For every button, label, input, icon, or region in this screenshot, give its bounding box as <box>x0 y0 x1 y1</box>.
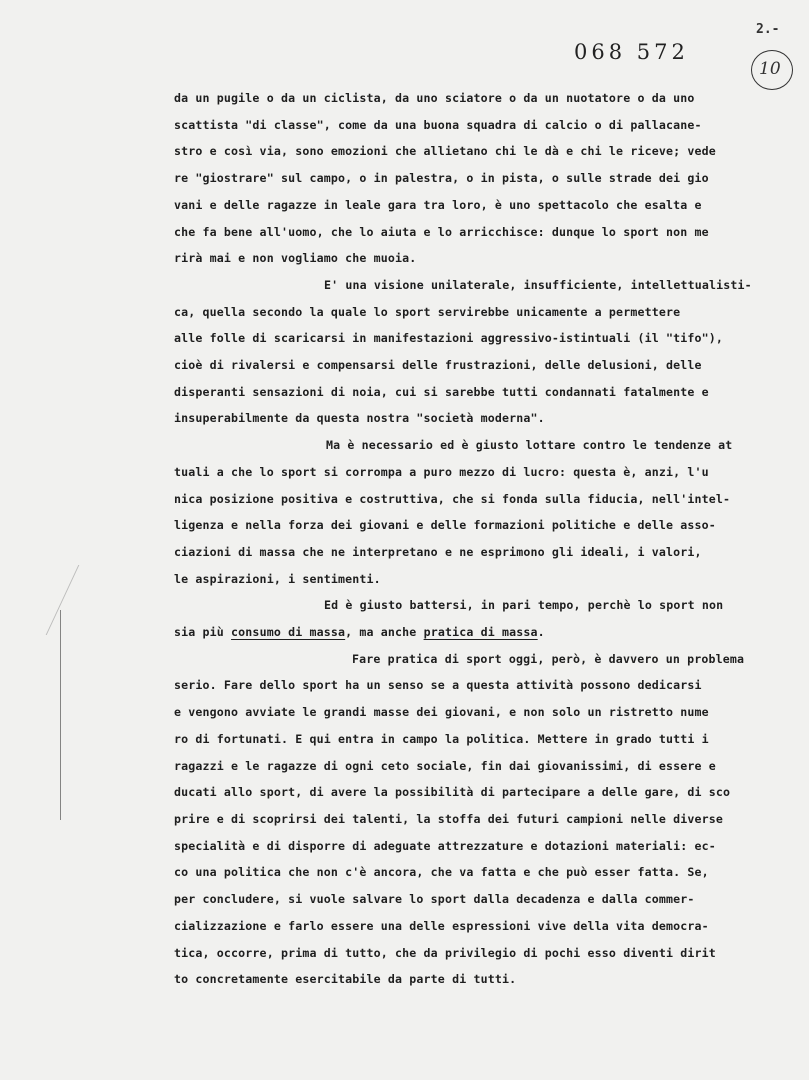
text-line: serio. Fare dello sport ha un senso se a questa attività possono dedicarsi <box>174 678 702 693</box>
text-line: nica posizione positiva e costruttiva, che si fonda sulla fiducia, nell'intel- <box>174 491 731 506</box>
text-line: Ed è giusto battersi, in pari tempo, perchè lo sport non <box>324 598 724 613</box>
text-segment: . <box>537 625 545 640</box>
text-line: ciazioni di massa che ne interpretano e ne esprimono gli ideali, i valori, <box>174 544 702 559</box>
text-line: to concretamente esercitabile da parte di tutti. <box>174 972 517 987</box>
text-segment: sia più <box>174 625 232 640</box>
text-line: ragazzi e le ragazze di ogni ceto sociale, fin dai giovanissimi, di essere e <box>174 758 716 773</box>
text-line: rirà mai e non vogliamo che muoia. <box>174 251 417 266</box>
circled-number: 10 <box>759 59 781 79</box>
text-line: prire e di scoprirsi dei talenti, la stoffa dei futuri campioni nelle diverse <box>174 811 724 826</box>
page-number: 2.- <box>756 22 780 37</box>
text-line: da un pugile o da un ciclista, da uno sciatore o da un nuotatore o da uno <box>174 91 695 105</box>
margin-pencil-line <box>60 610 61 820</box>
text-line <box>174 619 794 646</box>
text-line: ro di fortunati. E qui entra in campo la politica. Mettere in grado tutti i <box>174 731 709 746</box>
text-line: stro e così via, sono emozioni che allietano chi le dà e chi le riceve; vede <box>174 144 716 159</box>
text-line: scattista "di classe", come da una buona squadra di calcio o di pallacane- <box>174 117 702 132</box>
text-line: co una politica che non c'è ancora, che va fatta e che può esser fatta. Se, <box>174 865 709 880</box>
text-line: specialità e di disporre di adeguate attrezzature e dotazioni materiali: ec- <box>174 838 716 853</box>
underlined-phrase: consumo di massa <box>231 625 346 640</box>
text-line: vani e delle ragazze in leale gara tra loro, è uno spettacolo che esalta e <box>174 197 702 212</box>
document-number: 068 572 <box>574 40 689 64</box>
text-line: ligenza e nella forza dei giovani e delle formazioni politiche e delle asso- <box>174 518 716 533</box>
text-line: re "giostrare" sul campo, o in palestra, o in pista, o sulle strade dei gio <box>174 171 709 186</box>
text-line: le aspirazioni, i sentimenti. <box>174 571 381 586</box>
text-line: per concludere, si vuole salvare lo sport dalla decadenza e dalla commer- <box>174 892 695 907</box>
text-line: tica, occorre, prima di tutto, che da privilegio di pochi esso diventi dirit <box>174 945 716 960</box>
text-line: insuperabilmente da questa nostra "società moderna". <box>174 411 545 426</box>
text-segment: , ma anche <box>345 625 424 640</box>
circled-page-marker <box>751 50 793 90</box>
text-line: disperanti sensazioni di noia, cui si sarebbe tutti condannati fatalmente e <box>174 384 709 399</box>
document-body <box>174 85 794 993</box>
text-line: e vengono avviate le grandi masse dei giovani, e non solo un ristretto nume <box>174 705 709 720</box>
text-line: ducati allo sport, di avere la possibilità di partecipare a delle gare, di sco <box>174 785 731 800</box>
text-line: E' una visione unilaterale, insufficiente, intellettualisti- <box>324 277 752 292</box>
margin-pencil-mark <box>46 565 120 635</box>
text-line: Fare pratica di sport oggi, però, è davvero un problema <box>352 651 745 666</box>
underlined-phrase: pratica di massa <box>423 625 538 640</box>
text-line: tuali a che lo sport si corrompa a puro mezzo di lucro: questa è, anzi, l'u <box>174 464 709 479</box>
text-line: Ma è necessario ed è giusto lottare contro le tendenze at <box>326 438 733 453</box>
text-line: che fa bene all'uomo, che lo aiuta e lo arricchisce: dunque lo sport non me <box>174 224 709 239</box>
text-line: cioè di rivalersi e compensarsi delle frustrazioni, delle delusioni, delle <box>174 358 702 373</box>
text-line: alle folle di scaricarsi in manifestazioni aggressivo-istintuali (il "tifo"), <box>174 331 724 346</box>
text-line: ca, quella secondo la quale lo sport servirebbe unicamente a permettere <box>174 304 681 319</box>
text-line: cializzazione e farlo essere una delle espressioni vive della vita democra- <box>174 918 709 933</box>
